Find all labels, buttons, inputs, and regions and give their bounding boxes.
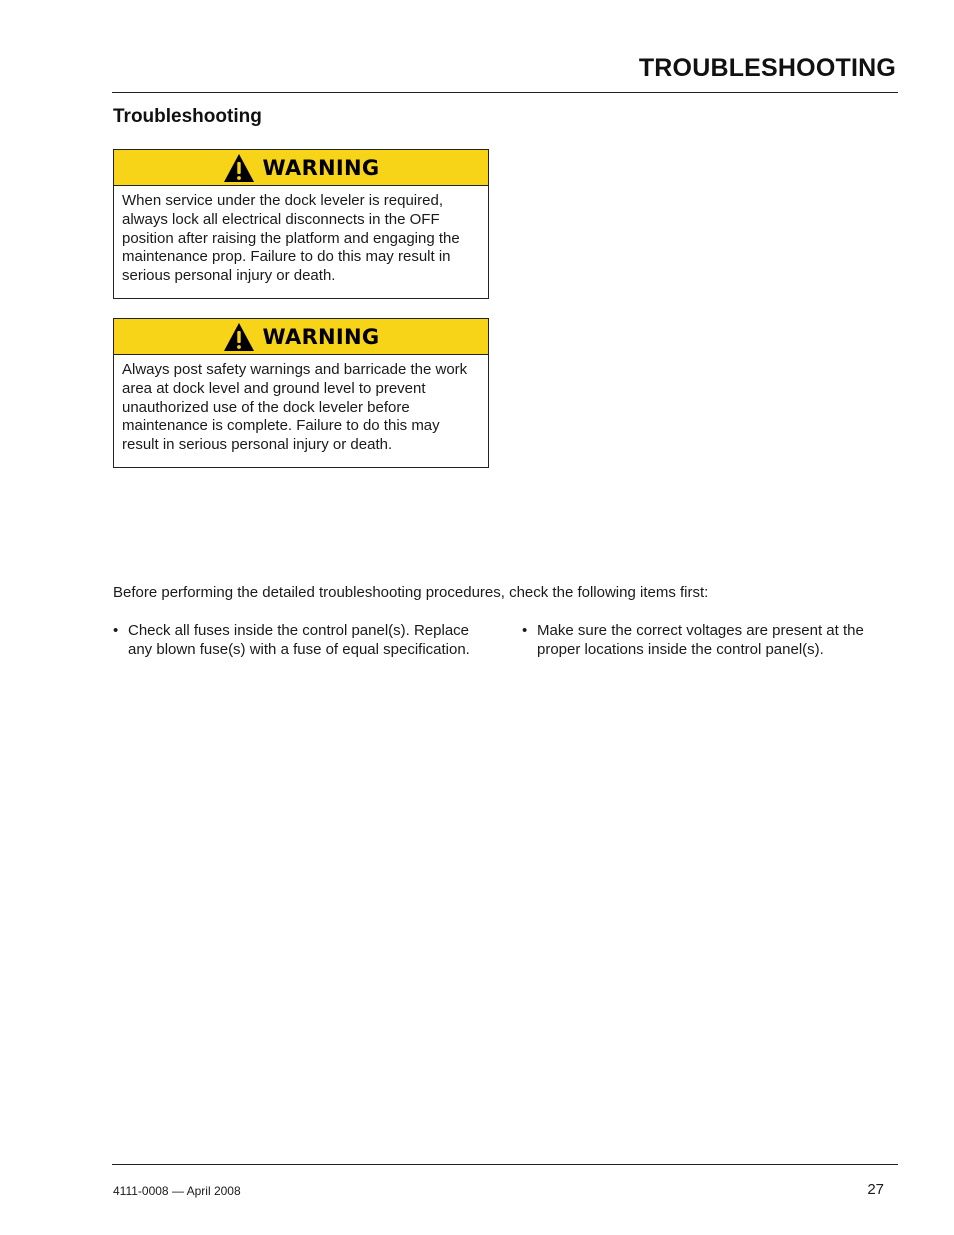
bullet-text: Make sure the correct voltages are present at the proper locations inside the control panel(s). <box>537 622 864 658</box>
warning-triangle-icon <box>223 322 255 352</box>
footer-doc-reference: 4111-0008 — April 2008 <box>113 1184 241 1198</box>
warning-text: Always post safety warnings and barricade the work area at dock level and ground level to prevent unauthorized use of the dock leveler before maintenance is complete. Failure to do this may result in serious personal injury or death. <box>122 361 468 454</box>
warning-header <box>114 319 488 355</box>
bullet-icon: • <box>113 622 119 639</box>
intro-paragraph: Before performing the detailed troubleshooting procedures, check the following items first: <box>113 584 709 601</box>
warning-text: When service under the dock leveler is required, always lock all electrical disconnects in the OFF position after raising the platform and engaging the maintenance prop. Failure to do this may result in serious personal injury or death. <box>122 192 460 285</box>
header-divider <box>112 92 898 93</box>
warning-label: WARNING <box>262 324 380 349</box>
page-header-title: TROUBLESHOOTING <box>638 54 896 82</box>
warning-label: WARNING <box>262 155 380 180</box>
warning-box-1 <box>113 149 489 299</box>
section-title: Troubleshooting <box>113 106 262 127</box>
warning-triangle-icon <box>223 153 255 183</box>
bullet-item-fuses <box>113 622 491 659</box>
page-number: 27 <box>867 1181 884 1198</box>
warning-header <box>114 150 488 186</box>
bullet-item-voltages <box>522 622 894 659</box>
warning-box-2 <box>113 318 489 468</box>
bullet-text: Check all fuses inside the control panel(s). Replace any blown fuse(s) with a fuse of equal specification. <box>128 622 470 658</box>
bullet-icon: • <box>522 622 528 639</box>
footer-divider <box>112 1164 898 1165</box>
